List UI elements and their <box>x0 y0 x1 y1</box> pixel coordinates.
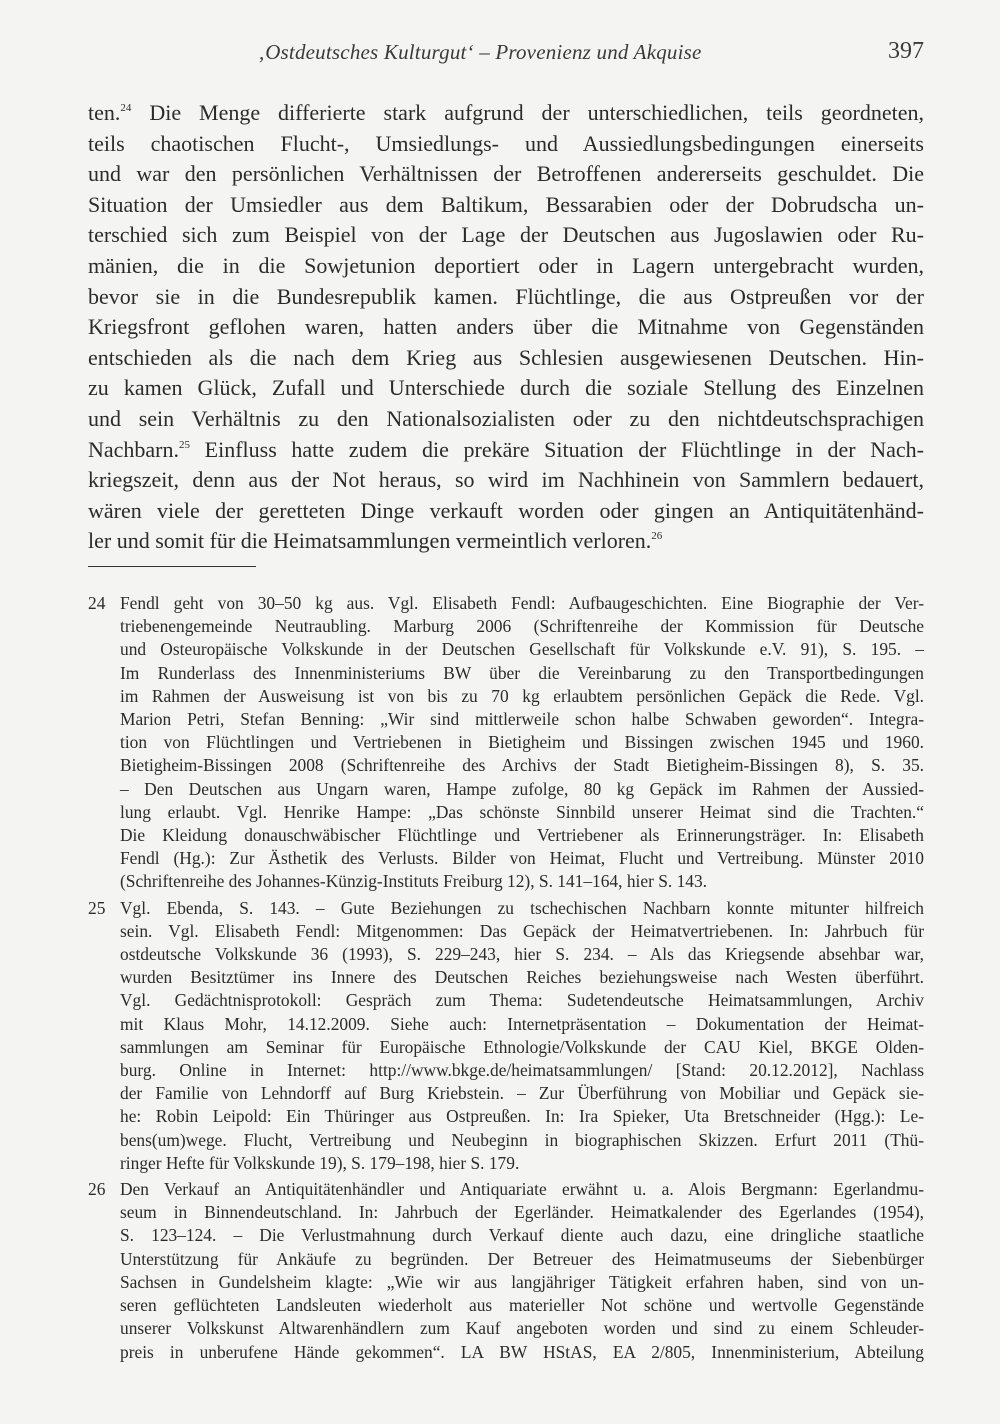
footnote-line: Fendl (Hg.): Zur Ästhetik des Verlusts. Bilder von Heimat, Flucht und Vertreibung. Münster 2010 <box>120 848 924 869</box>
footnote-line: burg. Online in Internet: http://www.bkge.de/heimatsammlungen/ [Stand: 20.12.2012], Nachlass <box>120 1060 924 1081</box>
footnote-line: im Rahmen der Ausweisung ist von bis zu 70 kg erlaubtem persönlichen Gepäck die Rede. Vgl. <box>120 685 924 706</box>
footnote-line: sammlungen am Seminar für Europäische Ethnologie/Volkskunde der CAU Kiel, BKGE Olden- <box>120 1036 924 1057</box>
footnote-line: lung erlaubt. Vgl. Henrike Hampe: „Das schönste Sinnbild unserer Heimat sind die Trachten.“ <box>120 801 924 822</box>
footnote-number: 26 <box>88 1179 106 1200</box>
footnote-line: Unterstützung für Ankäufe zu begründen. Der Betreuer des Heimatmuseums der Siebenbürger <box>120 1248 924 1269</box>
body-line: bevor sie in die Bundesrepublik kamen. Flüchtlinge, die aus Ostpreußen vor der <box>88 283 924 309</box>
body-line: entschieden als die nach dem Krieg aus Schlesien ausgewiesenen Deutschen. Hin- <box>88 344 924 370</box>
footnote-divider <box>88 566 256 567</box>
footnote-line: – Den Deutschen aus Ungarn waren, Hampe zufolge, 80 kg Gepäck im Rahmen der Aussied- <box>120 778 924 799</box>
footnote-line: Im Runderlass des Innenministeriums BW über die Vereinbarung zu den Transportbedingungen <box>120 662 924 683</box>
body-line: mänien, die in die Sowjetunion deportiert oder in Lagern untergebracht wurden, <box>88 252 924 278</box>
footnote-line: (Schriftenreihe des Johannes-Künzig-Instituts Freiburg 12), S. 141–164, hier S. 143. <box>120 871 708 892</box>
footnote-line: sein. Vgl. Elisabeth Fendl: Mitgenommen: Das Gepäck der Heimatvertriebenen. In: Jahrbuch für <box>120 920 924 941</box>
footnote-line: Marion Petri, Stefan Benning: „Wir sind mittlerweile schon halbe Schwaben geworden“. Integra- <box>120 709 924 730</box>
footnote-line: Bietigheim-Bissingen 2008 (Schriftenreihe des Archivs der Stadt Bietigheim-Bissingen 8), S. 35. <box>120 755 924 776</box>
footnote-line: Die Kleidung donauschwäbischer Flüchtlinge und Vertriebener als Erinnerungsträger. In: Elisabeth <box>120 825 924 846</box>
footnote-line: mit Klaus Mohr, 14.12.2009. Siehe auch: Internetpräsentation – Dokumentation der Heimat- <box>120 1013 924 1034</box>
footnotes <box>88 592 924 1367</box>
page-header <box>88 38 924 74</box>
body-line: und sein Verhältnis zu den Nationalsozialisten oder zu den nichtdeutschsprachigen <box>88 405 924 431</box>
body-line: und war den persönlichen Verhältnissen der Betroffenen andererseits geschuldet. Die <box>88 161 924 187</box>
footnote-number: 25 <box>88 897 106 918</box>
footnote-line: Vgl. Ebenda, S. 143. – Gute Beziehungen zu tschechischen Nachbarn konnte mitunter hilfreich <box>120 897 924 918</box>
footnote-line: bens(um)wege. Flucht, Vertreibung und Neubeginn in biographischen Skizzen. Erfurt 2011 (Thü- <box>120 1129 924 1150</box>
footnote-text <box>120 897 924 1175</box>
footnote-line: Den Verkauf an Antiquitätenhändler und Antiquariate erwähnt u. a. Alois Bergmann: Egerlandmu- <box>120 1179 924 1200</box>
footnote-reference[interactable]: 26 <box>651 530 663 543</box>
running-title: ‚Ostdeutsches Kulturgut‘ – Provenienz und Akquise <box>258 40 702 64</box>
body-line: Nachbarn.$^{25}$ Einfluss hatte zudem die prekäre Situation der Flüchtlinge in der Nach- <box>88 436 924 462</box>
footnote-line: triebenengemeinde Neutraubling. Marburg 2006 (Schriftenreihe der Kommission für Deutsche <box>120 616 924 637</box>
body-line: kriegszeit, denn aus der Not heraus, so wird im Nachhinein von Sammlern bedauert, <box>88 467 924 493</box>
footnote-line: ostdeutsche Volkskunde 36 (1993), S. 229–243, hier S. 234. – Als das Kriegsende absehbar war, <box>120 944 924 965</box>
body-line: wären viele der geretteten Dinge verkauft worden oder gingen an Antiquitätenhänd- <box>88 497 924 523</box>
footnote-text <box>120 592 924 894</box>
footnote-line: seren geflüchteten Landsleuten wiederholt aus materieller Not schöne und wertvolle Gegenstände <box>120 1295 924 1316</box>
footnote-number: 24 <box>88 593 106 613</box>
body-line: ler und somit für die Heimatsammlungen vermeintlich verloren.$^{26}$ <box>88 528 663 554</box>
body-line: zu kamen Glück, Zufall und Unterschiede durch die soziale Stellung des Einzelnen <box>88 375 924 401</box>
main-text <box>88 98 924 557</box>
footnote-reference[interactable]: 24 <box>120 102 132 114</box>
footnote-line: Fendl geht von 30–50 kg aus. Vgl. Elisabeth Fendl: Aufbaugeschichten. Eine Biographie der Ver- <box>120 593 924 613</box>
footnote-line: und Osteuropäische Volkskunde in der Deutschen Gesellschaft für Volkskunde e.V. 91), S. 195. – <box>120 639 924 660</box>
footnote-line: unserer Volkskunst Altwarenhändlern zum Kauf angeboten worden und sind zu einem Schleuder- <box>120 1318 924 1339</box>
footnote-line: der Familie von Lehndorff auf Burg Kriebstein. – Zur Überführung von Mobiliar und Gepäck sie- <box>120 1083 924 1104</box>
body-line: Situation der Umsiedler aus dem Baltikum, Bessarabien oder der Dobrudscha un- <box>88 191 924 217</box>
footnote-line: Vgl. Gedächtnisprotokoll: Gespräch zum Thema: Sudetendeutsche Heimatsammlungen, Archiv <box>120 990 924 1011</box>
footnote-line: he: Robin Leipold: Ein Thüringer aus Ostpreußen. In: Ira Spieker, Uta Bretschneider (Hgg.): Le- <box>120 1106 924 1127</box>
footnote-line: S. 123–124. – Die Verlustmahnung durch Verkauf diente auch dazu, eine dringliche staatliche <box>120 1225 924 1246</box>
footnote-reference[interactable]: 25 <box>179 438 191 451</box>
footnote-line: Sachsen in Gundelsheim klagte: „Wie wir aus langjähriger Tätigkeit erfahren haben, sind von un- <box>120 1271 924 1292</box>
footnote <box>88 1178 924 1364</box>
footnote-line: preis in unberufene Hände gekommen“. LA BW HStAS, EA 2/805, Innenministerium, Abteilung <box>120 1341 924 1362</box>
footnote-line: ringer Hefte für Volkskunde 19), S. 179–198, hier S. 179. <box>120 1152 520 1173</box>
footnote-line: tion von Flüchtlingen und Vertriebenen in Bietigheim und Bissingen zwischen 1945 und 1960. <box>120 732 924 753</box>
body-line: teils chaotischen Flucht-, Umsiedlungs- und Aussiedlungsbedingungen einerseits <box>88 130 924 156</box>
page-number: 397 <box>888 38 924 64</box>
footnote-line: seum in Binnendeutschland. In: Jahrbuch der Egerländer. Heimatkalender des Egerlandes (1954), <box>120 1202 924 1223</box>
body-line: Kriegsfront geflohen waren, hatten anders über die Mitnahme von Gegenständen <box>88 314 924 340</box>
footnote <box>88 897 924 1175</box>
footnote <box>88 592 924 894</box>
footnote-line: wurden Besitztümer ins Innere des Deutschen Reiches beziehungsweise nach Westen überführt. <box>120 967 924 988</box>
footnote-text <box>120 1178 924 1364</box>
body-line: terschied sich zum Beispiel von der Lage der Deutschen aus Jugoslawien oder Ru- <box>88 222 924 248</box>
body-line: ten.$^{24}$ Die Menge differierte stark aufgrund der unterschiedlichen, teils geordneten, <box>88 100 924 125</box>
